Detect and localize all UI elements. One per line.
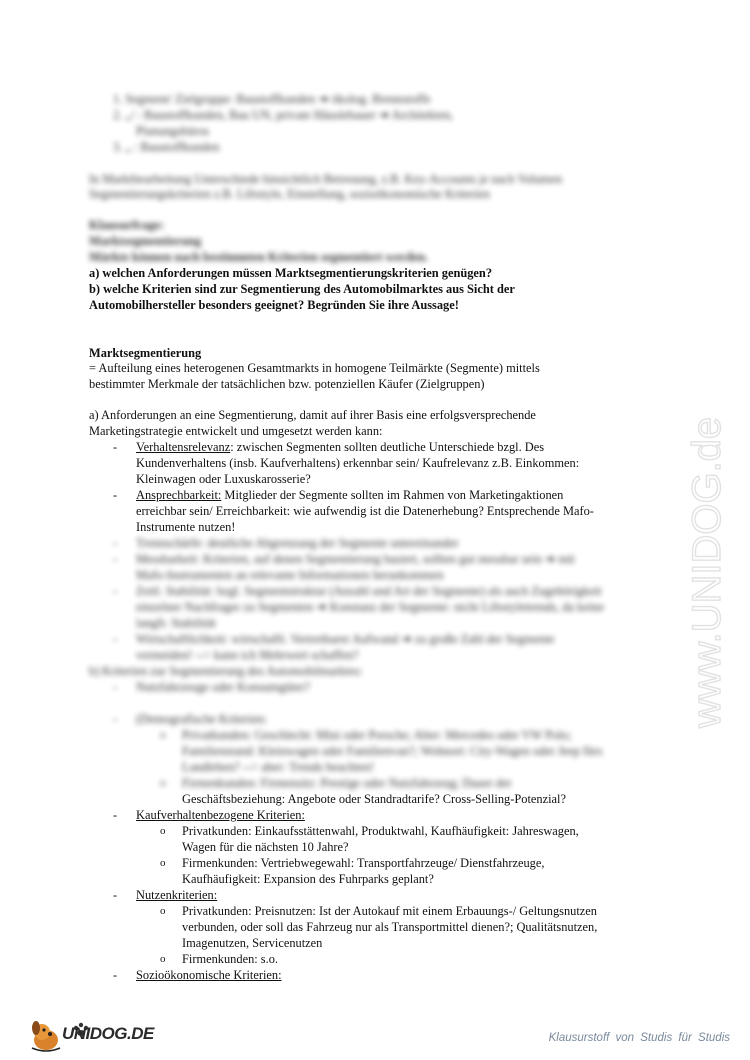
sub-item: Privatkunden: Preisnutzen: Ist der Autokauf mit einem Erbauungs-/ Geltungsnutzen [182,904,598,918]
sub-item-cont: Landleben? --> aber: Trends beachten! [182,760,375,774]
term-kaufverhalten: Kaufverhaltenbezogene Kriterien: [136,808,305,822]
list-item: (Demografische Kriterien: [136,712,268,726]
list-item: Trennschärfe: deutliche Abgrenzung der Segmente untereinander [136,536,459,550]
list-item: 1. Segment/ Zielgruppe: Baustoffkunden ➔ ökolog. Brennstoffe [113,92,431,106]
sub-item-cont: Familienstand: Kleinwagen oder Familienvan?; Wohnort: City-Wagen oder Jeep fürs [182,744,603,758]
logo-text: UNIDOG.DE [62,1024,154,1043]
sub-item-cont: Imagenutzen, Servicenutzen [182,936,323,950]
list-item-cont: erreichbar sein/ Erreichbarkeit: wie aufwendig ist die Datenerhebung? Entsprechende Mafo- [136,504,594,518]
sub-item: Privatkunden: Einkaufsstättenwahl, Produktwahl, Kaufhäufigkeit: Jahreswagen, [182,824,579,838]
list-item-cont: Mafo-Instrumenten an relevante Informationen herankommen [136,568,444,582]
bullet-dash: - [113,888,118,902]
sub-item: Firmenkunden: Vertriebwegewahl: Transportfahrzeuge/ Dienstfahrzeuge, [182,856,545,870]
sub-item: Firmenkunden: s.o. [182,952,279,966]
sub-item-cont: Kaufhäufigkeit: Expansion des Fuhrparks geplant? [182,872,434,886]
bullet-circle: o [160,825,166,837]
term-text: : zwischen Segmenten sollten deutliche Unterschiede bzgl. Des [230,440,545,454]
bullet-dash: - [113,808,118,822]
bullet-dash: - [113,712,118,726]
bullet-circle: o [160,953,166,965]
bullet-dash: - [113,680,118,694]
list-item [136,488,563,502]
list-item-cont: Kleinwagen oder Luxuskarosserie? [136,472,311,486]
sub-item: Privatkunden: Geschlecht: Mini oder Porsche; Alter: Mercedes oder VW Polo; [182,728,572,742]
sub-item-cont: Geschäftsbeziehung: Angebote oder Standradtarife? Cross-Selling-Potenzial? [182,792,566,806]
watermark-text: www.UNIDOG.de [685,416,729,728]
term-verhaltensrelevanz: Verhaltensrelevanz [136,440,231,454]
list-item: 3. „ : Baustoffkunden [113,140,220,154]
term-ansprechbarkeit: Ansprechbarkeit: [136,488,222,502]
part-a-intro: Marketingstrategie entwickelt und umgesetzt werden kann: [89,424,383,438]
part-b-intro: b) Kriterien zur Segmentierung des Automobilmarktes: [89,664,363,678]
term-soziooekonomisch: Sozioökonomische Kriterien: [136,968,282,982]
bullet-dash: - [113,968,118,982]
list-item [136,440,544,454]
bullet-circle: o [160,729,166,741]
sub-item-cont: Wagen für die nächsten 10 Jahre? [182,840,349,854]
bullet-circle: o [160,777,166,789]
question-b-line2: Automobilhersteller besonders geeignet? Begründen Sie ihre Aussage! [89,298,459,312]
bullet-dash: - [113,584,118,598]
definition-line: = Aufteilung eines heterogenen Gesamtmarkts in homogene Teilmärkte (Segmente) mittels [89,361,540,375]
list-item-cont: einzelner Nachfrager zu Segmenten ➔ Konstanz der Segmente: nicht Lifestyletrends, da keine [136,600,604,614]
bullet-circle: o [160,857,166,869]
question-a: a) welchen Anforderungen müssen Marktsegmentierungskriterien genügen? [89,266,493,280]
list-item-cont: langfr. Stabilität [136,616,216,630]
page-footer [0,1010,750,1060]
list-item-cont: Instrumente nutzen! [136,520,236,534]
list-item: Zeitl. Stabilität: bzgl. Segmentstruktur (Anzahl und Art der Segmente) als auch Zugehörigkeit [136,584,602,598]
footer-slogan: Klausurstoff von Studis für Studis [548,1032,730,1044]
list-item: Nutzfahrzeuge oder Konsumgüter? [136,680,311,694]
exam-question-label: Klausurfrage: [89,218,165,232]
term-nutzenkriterien: Nutzenkriterien: [136,888,218,902]
paragraph-line: In Marktbearbeitung Unterschiede hinsichtlich Betreuung, z.B. Key-Accounts je nach Volumen [89,172,563,186]
sub-item-cont: verbunden, oder soll das Fahrzeug nur als Transportmittel dienen?; Qualitätsnutzen, [182,920,598,934]
term-text: Mitglieder der Segmente sollten im Rahmen von Marketingaktionen [221,488,564,502]
bullet-circle: o [160,905,166,917]
part-a-intro: a) Anforderungen an eine Segmentierung, damit auf ihrer Basis eine erfolgsversprechende [89,408,536,422]
list-item: Messbarkeit: Kriterien, auf denen Segmentierung basiert, sollten gut messbar sein ➔ mit [136,552,575,566]
sub-item: Firmenkunden: Firmensitz: Prestige oder Nutzfahrzeug; Dauer der [182,776,512,790]
watermark [672,290,742,730]
definition-line: bestimmter Merkmale der tatsächlichen bzw. potenziellen Käufer (Zielgruppen) [89,377,485,391]
list-item: Wirtschaftlichkeit: wirtschaftl. Vertretbarer Aufwand ➔ zu große Zahl der Segmente [136,632,555,646]
list-item-cont: vermeiden! --> kann ich Mehrwert schaffen? [136,648,359,662]
exam-question-intro: Märkte können nach bestimmten Kriterien segmentiert werden. [89,250,428,264]
question-b-line1: b) welche Kriterien sind zur Segmentierung des Automobilmarktes aus Sicht der [89,282,515,296]
list-item: Planungsbüros [136,124,209,138]
exam-question-topic: Marktsegmentierung [89,234,202,248]
bullet-dash: - [113,552,118,566]
bullet-dash: - [113,440,118,454]
list-item: 2. „/ : Baustoffkunden, Bau UN, private Häuslebauer ➔ Architekten, [113,108,454,122]
definition-title: Marktsegmentierung [89,346,202,360]
paragraph-line: Segmentierungskriterien z.B. Lifestyle, Einstellung, sozioökonomische Kriterien [89,187,490,201]
list-item-cont: Kundenverhaltens (insb. Kaufverhaltens) erkennbar sein/ Kaufrelevanz z.B. Einkommen: [136,456,580,470]
bullet-dash: - [113,632,118,646]
bullet-dash: - [113,488,118,502]
bullet-dash: - [113,536,118,550]
